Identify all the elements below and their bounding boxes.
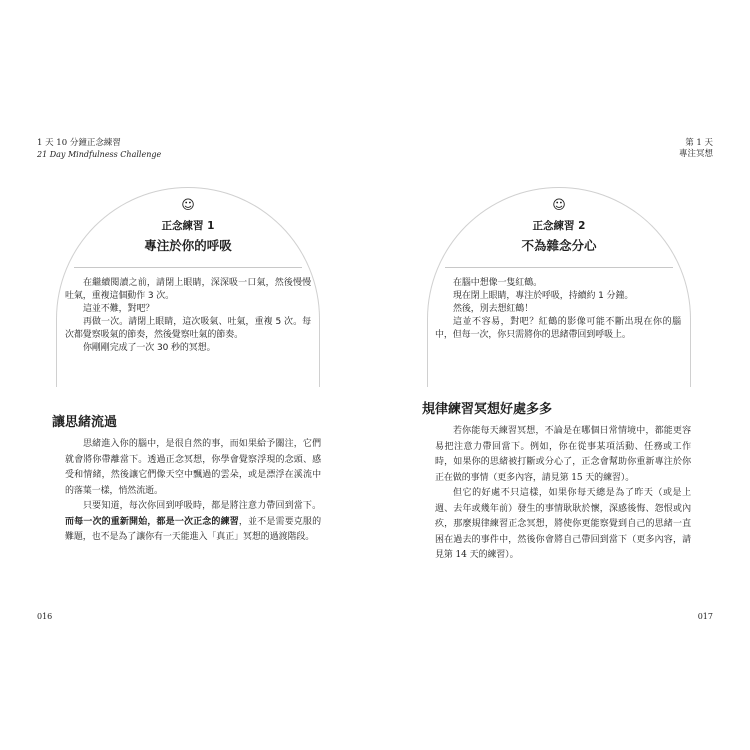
chapter-title: 專注冥想 — [678, 149, 713, 159]
exercise-body — [65, 277, 311, 355]
exercise-divider — [445, 267, 673, 268]
exercise-paragraph: 在繼續閱讀之前，請閉上眼睛，深深吸一口氣，然後慢慢吐氣，重複這個動作 3 次。 — [65, 278, 311, 301]
body-paragraph — [65, 499, 321, 546]
book-subtitle: 21 Day Mindfulness Challenge — [37, 150, 162, 159]
body-paragraph: 若你能每天練習冥想，不論是在哪個日常情境中，都能更容易把注意力帶回當下。例如，你在從事某項活動、任務或工作時，如果你的思緒被打斷或分心了，正念會幫助你重新專注於你正在做的事情（更多內容，請見第 15 天的練習）。 — [435, 426, 691, 483]
right-page — [375, 0, 750, 750]
exercise-title: 專注於你的呼吸 — [144, 238, 232, 253]
body-paragraph: 但它的好處不只這樣，如果你每天總是為了昨天（或是上週、去年或幾年前）發生的事情耿耿於懷，深感後悔、怨恨或內疚，那麼規律練習正念冥想，將使你更能察覺到自己的思緒一直困在過去的事件中，然後你會將自己帶回到當下（更多內容，請見第 14 天的練習）。 — [435, 488, 691, 560]
exercise-label: 正念練習 2 — [532, 220, 586, 232]
exercise-title: 不為雜念分心 — [521, 238, 597, 253]
section-heading: 規律練習冥想好處多多 — [422, 402, 553, 417]
smiley-icon: ☺ — [181, 198, 195, 213]
book-title: 1 天 10 分鐘正念練習 — [37, 138, 121, 148]
exercise-paragraph: 這並不容易，對吧？紅鶴的影像可能不斷出現在你的腦中，但每一次，你只需將你的思緒帶回到呼吸上。 — [435, 317, 681, 340]
body-text — [435, 424, 691, 564]
exercise-divider — [74, 267, 302, 268]
exercise-body — [435, 277, 681, 342]
exercise-paragraph: 你剛剛完成了一次 30 秒的冥想。 — [83, 343, 216, 353]
running-head — [679, 138, 713, 160]
running-head — [37, 138, 161, 160]
page-number: 017 — [697, 612, 713, 621]
body-paragraph: 思緒進入你的腦中，是很自然的事，而如果給予關注，它們就會將你帶離當下。透過正念冥想，你學會覺察浮現的念頭、感受和情緒，然後讓它們像天空中飄過的雲朵，或是漂浮在溪流中的落葉一樣，悄然流逝。 — [65, 439, 321, 496]
body-text-run: ，並不是需要克服的難題，也不是為了讓你有一天能進入「真正」冥想的過渡階段。 — [65, 516, 321, 542]
page-number: 016 — [37, 612, 53, 621]
exercise-paragraph: 這並不難，對吧？ — [83, 304, 155, 314]
body-emphasis: 而每一次的重新開始，都是一次正念的練習 — [65, 516, 239, 527]
exercise-label: 正念練習 1 — [161, 220, 215, 232]
exercise-paragraph: 在腦中想像一隻紅鶴。 — [453, 278, 543, 288]
section-heading: 讓思緒流過 — [52, 415, 118, 430]
exercise-paragraph: 現在閉上眼睛，專注於呼吸，持續約 1 分鐘。 — [453, 291, 634, 301]
body-text — [65, 437, 321, 546]
exercise-paragraph: 然後，別去想紅鶴！ — [453, 304, 534, 314]
body-text-run: 只要知道，每次你回到呼吸時，都是將注意力帶回到當下。 — [83, 501, 321, 511]
smiley-icon: ☺ — [552, 198, 566, 213]
exercise-paragraph: 再做一次。請閉上眼睛，這次吸氣、吐氣，重複 5 次。每次都覺察吸氣的節奏，然後覺察吐氣的節奏。 — [65, 317, 311, 340]
chapter-label: 第 1 天 — [685, 138, 713, 148]
